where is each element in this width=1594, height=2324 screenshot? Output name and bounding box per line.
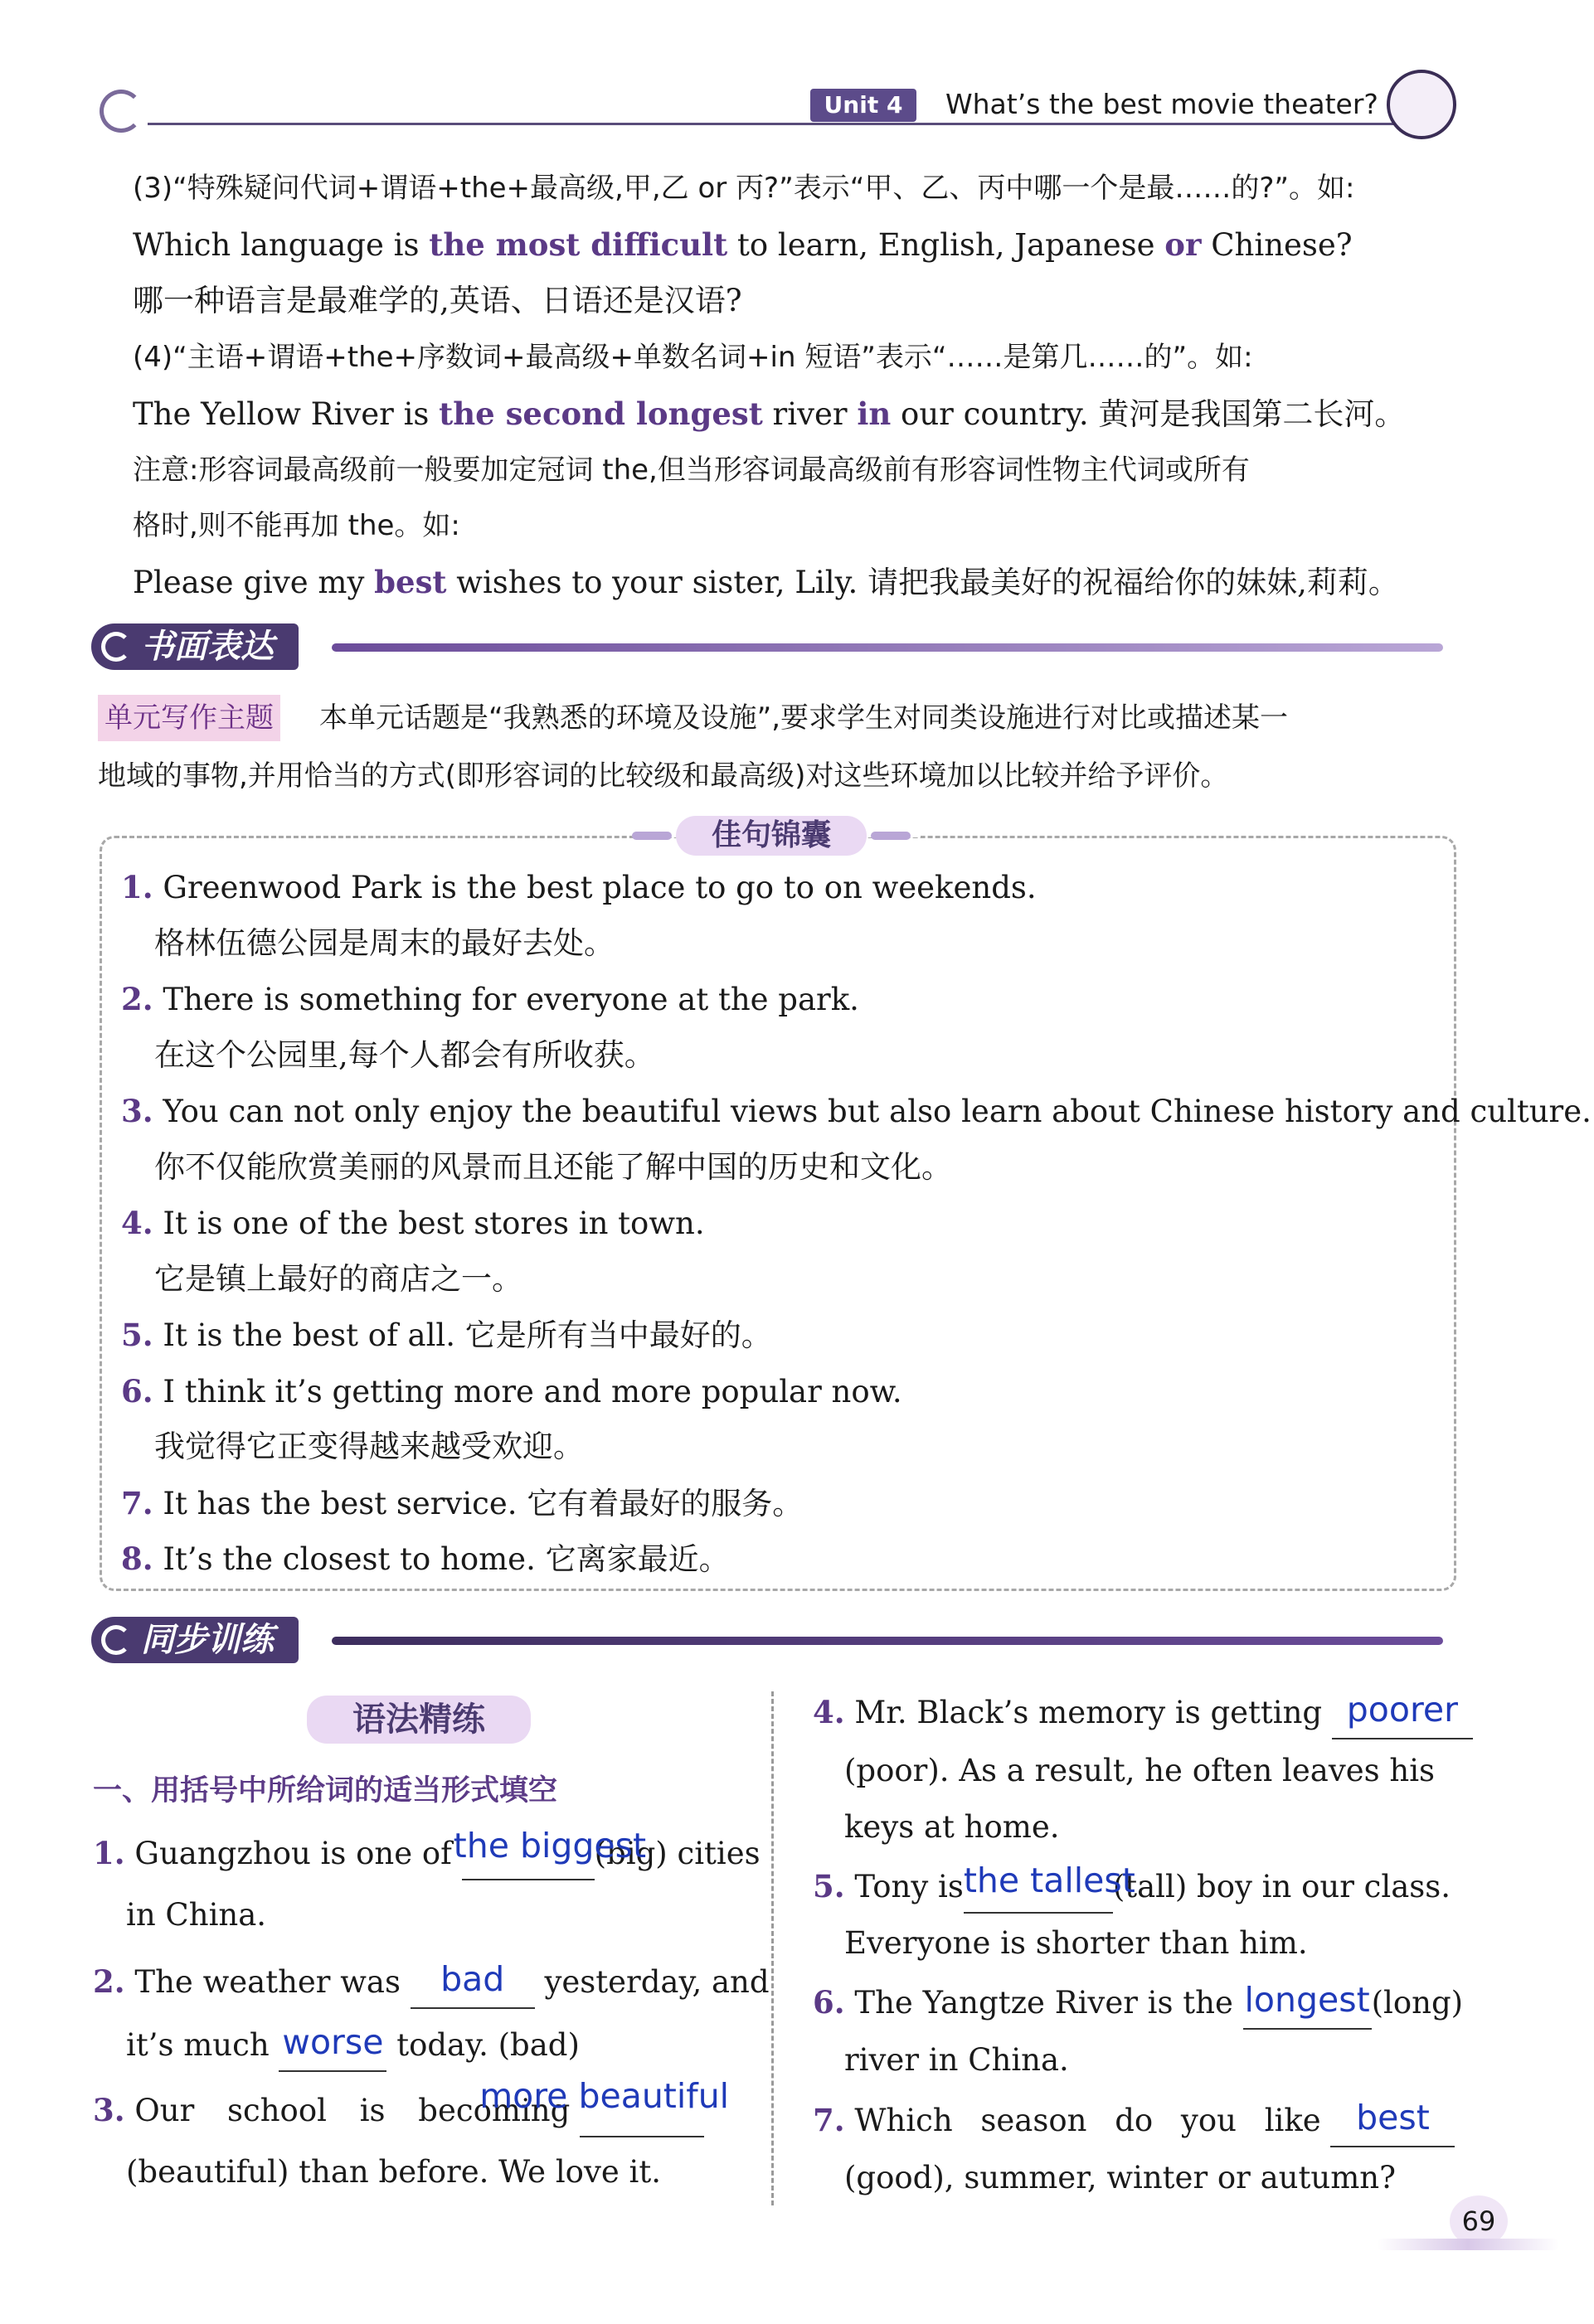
banner-rule <box>332 1637 1443 1645</box>
question-2: 2. The weather was bad yesterday, and <box>93 1957 770 2009</box>
answer-blank-2a[interactable]: bad <box>411 1958 535 2009</box>
answer-blank-3[interactable]: more beautiful <box>580 2086 704 2137</box>
question-7: 7. Which season do you like best <box>813 2095 1455 2147</box>
sentence-item <box>121 1478 803 1529</box>
theme-text-line-1: 本单元话题是“我熟悉的环境及设施”,要求学生对同类设施进行对比或描述某一 <box>319 701 1289 735</box>
practice-subtitle: 语法精练 <box>307 1696 531 1744</box>
question-1-line-2: in China. <box>126 1897 267 1933</box>
question-7-line-2: (good), summer, winter or autumn? <box>844 2160 1396 2195</box>
question-4-line-3: keys at home. <box>844 1809 1060 1845</box>
sentence-english: Greenwood Park is the best place to go to on weekends. <box>163 870 1037 905</box>
sentence-number: 6. <box>121 1372 153 1409</box>
header-seal-icon <box>1387 70 1456 139</box>
sentence-item <box>121 862 1037 913</box>
sentence-chinese: 我觉得它正变得越来越受欢迎。 <box>154 1429 584 1464</box>
note-item-3-example: Which language is the most difficult to learn, English, Japanese or Chinese? <box>133 226 1353 263</box>
question-3-line-2: (beautiful) than before. We love it. <box>126 2154 661 2190</box>
note-item-3-translation: 哪一种语言是最难学的,英语、日语还是汉语? <box>133 283 742 318</box>
sentence-item <box>121 1086 1592 1137</box>
question-6: 6. The Yangtze River is the longest (long) <box>813 1977 1463 2030</box>
title-deco-right <box>871 832 911 840</box>
sentence-chinese: 它是镇上最好的商店之一。 <box>154 1260 522 1297</box>
sentence-number: 8. <box>121 1540 153 1577</box>
note-example: Please give my best wishes to your sister, Lily. 请把我最美好的祝福给你的妹妹,莉莉。 <box>133 564 1399 600</box>
note-line-2: 格时,则不能再加 the。如: <box>133 509 460 542</box>
sentence-number: 7. <box>121 1484 153 1521</box>
theme-label: 单元写作主题 <box>98 695 280 741</box>
sentences-title: 佳句锦囊 <box>676 816 867 856</box>
page-title: What’s the best movie theater? <box>945 88 1378 120</box>
sentence-chinese: 它离家最近。 <box>545 1541 730 1577</box>
question-5: 5. Tony is the tallest (tall) boy in our class. <box>813 1861 1451 1914</box>
writing-section-title: 书面表达 <box>91 623 299 670</box>
note-item-4-rule: (4)“主语+谓语+the+序数词+最高级+单数名词+in 短语”表示“……是第几……的”。如: <box>133 341 1253 374</box>
note-item-4-example: The Yellow River is the second longest river in our country. 黄河是我国第二长河。 <box>133 395 1406 432</box>
sentence-english: It’s the closest to home. <box>163 1541 536 1577</box>
question-2-line-2: it’s much worse today. (bad) <box>126 2021 580 2072</box>
unit-badge: Unit 4 <box>810 89 916 122</box>
note-line-1: 注意:形容词最高级前一般要加定冠词 the,但当形容词最高级前有形容词性物主代词或所有 <box>133 454 1250 487</box>
banner-rule <box>332 643 1443 652</box>
sentence-number: 5. <box>121 1317 153 1353</box>
question-4: 4. Mr. Black’s memory is getting poorer <box>813 1687 1473 1739</box>
sentence-number: 4. <box>121 1205 153 1241</box>
answer-blank-6[interactable]: longest <box>1243 1978 1372 2030</box>
answer-blank-7[interactable]: best <box>1330 2096 1455 2147</box>
column-divider <box>771 1691 774 2205</box>
sentence-chinese: 它是所有当中最好的。 <box>464 1317 772 1353</box>
sentence-number: 2. <box>121 981 153 1017</box>
sentence-english: There is something for everyone at the park. <box>163 982 859 1017</box>
writing-section-banner <box>91 623 1451 670</box>
answer-blank-2b[interactable]: worse <box>279 2021 386 2072</box>
question-5-line-2: Everyone is shorter than him. <box>844 1925 1308 1961</box>
sentence-chinese: 格林伍德公园是周末的最好去处。 <box>154 924 615 961</box>
note-item-3-rule: (3)“特殊疑问代词+谓语+the+最高级,甲,乙 or 丙?”表示“甲、乙、丙中哪一个是最……的?”。如: <box>133 172 1355 205</box>
sentence-chinese: 你不仅能欣赏美丽的风景而且还能了解中国的历史和文化。 <box>154 1148 952 1185</box>
sentence-number: 3. <box>121 1093 153 1129</box>
answer-blank-1[interactable]: the biggest <box>462 1829 595 1880</box>
sentence-item <box>121 974 859 1025</box>
question-1: 1. Guangzhou is one of the biggest (big) cities <box>93 1828 761 1880</box>
title-deco-left <box>632 832 672 840</box>
sentence-english: It has the best service. <box>163 1485 518 1521</box>
practice-section-banner <box>91 1617 1451 1663</box>
answer-blank-4[interactable]: poorer <box>1332 1688 1473 1739</box>
sentence-number: 1. <box>121 869 153 905</box>
practice-section-title: 同步训练 <box>91 1617 299 1663</box>
sentence-english: It is one of the best stores in town. <box>163 1206 705 1241</box>
sentence-item <box>121 1198 705 1249</box>
answer-blank-5[interactable]: the tallest <box>964 1862 1113 1914</box>
question-3: 3. Our school is becoming more beautiful <box>93 2085 704 2137</box>
sentence-chinese: 它有着最好的服务。 <box>527 1485 804 1521</box>
theme-text-line-2: 地域的事物,并用恰当的方式(即形容词的比较级和最高级)对这些环境加以比较并给予评价。 <box>98 759 1229 793</box>
sentence-english: You can not only enjoy the beautiful views but also learn about Chinese history and culture. <box>163 1094 1592 1129</box>
sentence-item <box>121 1310 772 1361</box>
practice-instruction: 一、用括号中所给词的适当形式填空 <box>93 1774 558 1807</box>
sentence-english: It is the best of all. <box>163 1317 456 1353</box>
page-number-deco <box>1377 2239 1559 2250</box>
question-4-line-2: (poor). As a result, he often leaves his <box>844 1753 1436 1788</box>
header-logo-icon <box>100 90 143 133</box>
sentence-english: I think it’s getting more and more popular now. <box>163 1373 902 1409</box>
page-number: 69 <box>1450 2195 1508 2247</box>
question-6-line-2: river in China. <box>844 2042 1069 2078</box>
sentence-chinese: 在这个公园里,每个人都会有所收获。 <box>154 1036 655 1073</box>
sentence-item <box>121 1366 902 1417</box>
sentence-item <box>121 1534 730 1584</box>
